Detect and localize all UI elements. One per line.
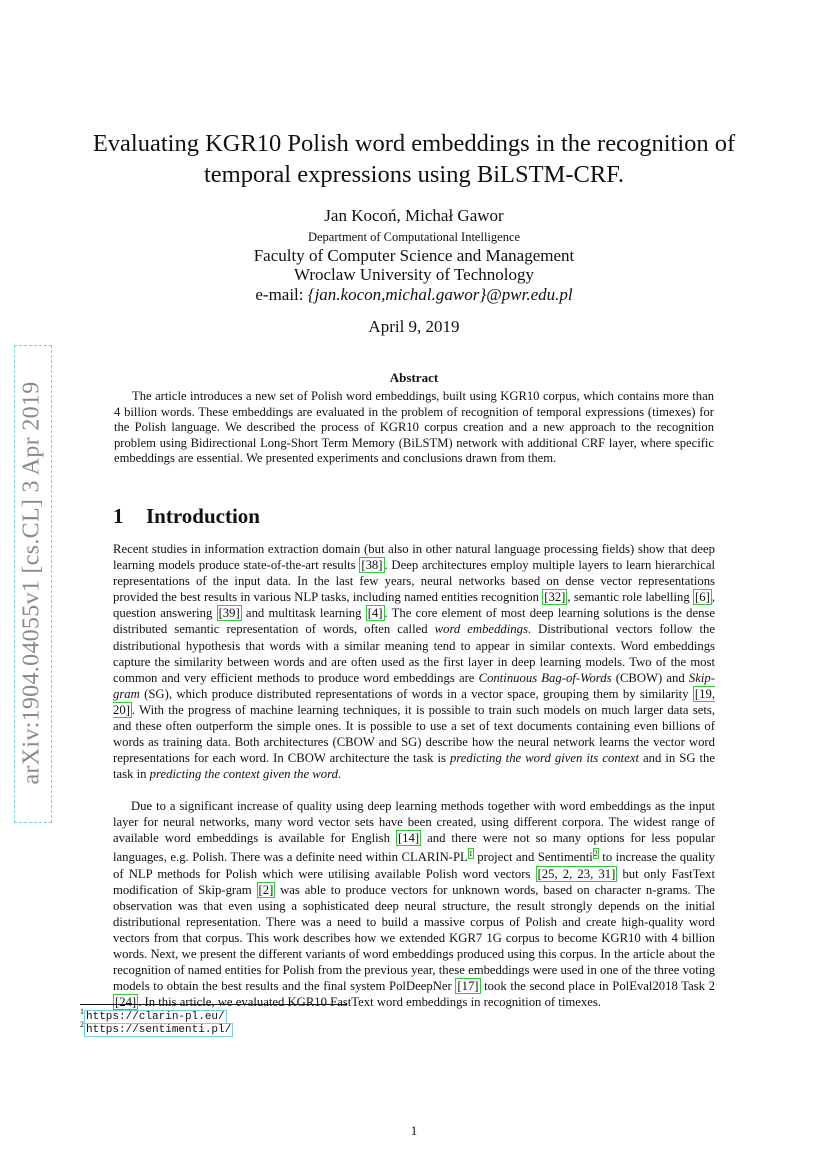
email-address: {jan.kocon,michal.gawor}@pwr.edu.pl	[307, 285, 573, 304]
text-run: Due to a significant increase of quality using deep learning methods together with word embeddings as the input layer for neural networks, many word vector sets have been created, using different corpora. The widest range of available word embeddings is available for English	[113, 799, 715, 846]
emphasis-text: Continuous Bag-of-Words	[478, 670, 612, 685]
page-number: 1	[410, 1123, 418, 1138]
text-run: but only FastText modification of Skip-gram	[113, 866, 715, 897]
email-label: e-mail:	[255, 285, 304, 304]
citation-link[interactable]: [2]	[258, 882, 274, 897]
text-run: (SG), which produce distributed representations of words in a vector space, grouping them by similarity	[139, 686, 693, 701]
footnote-1-mark: 1	[80, 1007, 84, 1016]
text-run: and multitask learning	[241, 606, 366, 621]
citation-link[interactable]: [17]	[457, 979, 479, 994]
citation-link[interactable]: [4]	[367, 606, 383, 621]
footnote-ref[interactable]: 2	[593, 849, 598, 859]
title-line-1: Evaluating KGR10 Polish word embeddings in the recognition of	[92, 130, 736, 157]
emphasis-text: Skip-gram	[113, 670, 715, 701]
footnote-2-link[interactable]: https://sentimenti.pl/	[86, 1023, 232, 1036]
text-run: was able to produce vectors for unknown words, based on character n-grams. The observation was that even using a sophisticated deep neural structure, the result strongly depends on the initial distributional representation. There was a need to build a massive corpus of Polish and create high-quality word vectors from that corpus. This work describes how we extended KGR7 1G corpus to become KGR10 with 4 billion words. Next, we present the different variants of word embeddings produced using this corpus. In the article about the recognition of named entities for Polish from the previous year, these embeddings were used in one of the three voting models to obtain the best results and the final system PolDeepNer	[113, 882, 715, 994]
intro-paragraph-2	[113, 798, 715, 1010]
citation-link[interactable]: [25, 2, 23, 31]	[537, 866, 616, 881]
text-run: . Deep architectures employ multiple layers to learn hierarchical representations of the input data. In the last few years, neural networks based on dense vector representations provided the best results in various NLP tasks, including named entities recognition	[113, 558, 715, 605]
text-run: project and Sentimenti	[473, 850, 593, 865]
title-line-2: temporal expressions using BiLSTM-CRF.	[204, 161, 624, 188]
emphasis-text: predicting the word given its context	[449, 751, 639, 766]
footnote-divider	[80, 1004, 347, 1005]
section-title: Introduction	[146, 504, 260, 528]
abstract-text: The article introduces a new set of Polish word embeddings, built using KGR10 corpus, which contains more than 4 billion words. These embeddings are evaluated in the problem of recognition of temporal expressions (timexes) for the Polish language. We described the process of KGR10 corpus creation and a new approach to the recognition problem using Bidirectional Long-Short Term Memory (BiLSTM) network with additional CRF layer, where specific embeddings are essential. We presented experiments and conclusions drawn from them.	[114, 389, 714, 466]
citation-link[interactable]: [32]	[544, 590, 566, 605]
text-run: took the second place in PolEval2018 Task 2	[480, 979, 715, 994]
abstract-heading: Abstract	[389, 370, 439, 385]
authors: Jan Kocoń, Michał Gawor	[324, 206, 504, 225]
university: Wroclaw University of Technology	[293, 265, 534, 284]
text-run: and in SG the task in	[113, 751, 715, 782]
text-run: . The core element of most deep learning solutions is the dense distributed semantic representation of words, often called	[113, 606, 715, 637]
footnote-ref[interactable]: 1	[468, 849, 473, 859]
text-run: Recent studies in information extraction domain (but also in other natural language processing fields) show that deep learning models produce state-of-the-art results	[113, 542, 715, 573]
paper-title	[80, 128, 748, 190]
citation-link[interactable]: [14]	[397, 831, 420, 846]
citation-link[interactable]: [39]	[218, 606, 240, 621]
text-run: . With the progress of machine learning techniques, it is possible to train such models on much larger data sets, and these often outperform the simple ones. It is possible to use a set of text documents containing even billions of words as training data. Both architectures (CBOW and SG) describe how the neural network learns the vector word representations for each word. In CBOW architecture the task is	[113, 702, 715, 766]
intro-paragraph-1	[113, 541, 715, 782]
text-run: (CBOW) and	[611, 670, 689, 685]
citation-link[interactable]: [6]	[695, 590, 710, 605]
arxiv-identifier[interactable]: arXiv:1904.04055v1 [cs.CL] 3 Apr 2019	[18, 381, 45, 785]
footnote-2	[80, 1020, 233, 1036]
date: April 9, 2019	[368, 317, 460, 336]
text-run: to increase the quality of NLP methods for Polish which were utilising available Polish word vectors	[113, 850, 715, 881]
text-run: , semantic role labelling	[567, 590, 694, 605]
footnote-2-mark: 2	[80, 1020, 84, 1029]
emphasis-text: predicting the context given the word	[149, 767, 338, 782]
emphasis-text: word embeddings	[434, 622, 528, 637]
text-run: . In this article, we evaluated KGR10 FastText word embeddings in recognition of timexes.	[138, 995, 601, 1010]
faculty: Faculty of Computer Science and Management	[253, 246, 575, 265]
text-run: and there were not so many options for less popular languages, e.g. Polish. There was a definite need within CLARIN-PL	[113, 831, 715, 865]
department: Department of Computational Intelligence	[307, 230, 521, 244]
arxiv-side-stamp[interactable]	[14, 345, 52, 823]
citation-link[interactable]: [38]	[361, 558, 383, 573]
citation-link[interactable]: [19, 20]	[113, 686, 715, 717]
text-run: .	[337, 767, 342, 782]
section-number: 1	[113, 504, 124, 528]
text-run: . Distributional vectors follow the distributional hypothesis that words with a similar meaning tend to appear in similar contexts. Word embeddings capture the similarity between words and are often used as the first layer in deep learning models. Two of the most common and very efficient methods to produce word embeddings are	[113, 622, 715, 685]
email-line	[80, 285, 748, 305]
citation-link[interactable]: [24]	[115, 995, 137, 1010]
text-run: , question answering	[113, 590, 715, 621]
footnote-1-link[interactable]: https://clarin-pl.eu/	[86, 1010, 225, 1023]
section-heading	[113, 504, 260, 529]
